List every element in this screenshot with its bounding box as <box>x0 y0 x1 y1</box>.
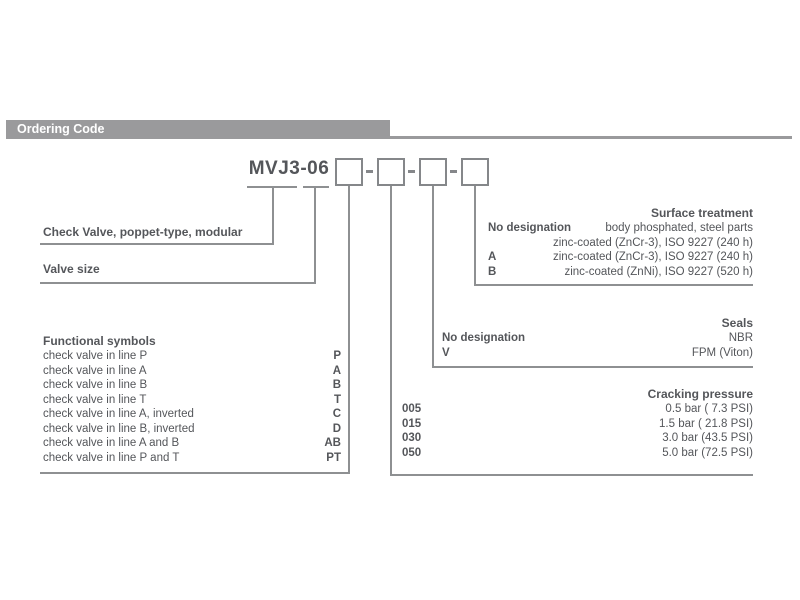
functional-symbol-row <box>43 378 341 393</box>
functional-symbol-row <box>43 407 341 422</box>
option-value: 1.5 bar ( 21.8 PSI) <box>659 417 753 430</box>
seals-row <box>442 331 753 346</box>
option-value: 3.0 bar (43.5 PSI) <box>662 432 753 445</box>
connector-seals <box>432 186 434 368</box>
cracking-pressure-row <box>402 417 753 432</box>
connector-valve-size-rule <box>40 282 316 284</box>
code-dash-icon <box>408 170 415 173</box>
cracking-pressure-title: Cracking pressure <box>647 387 753 401</box>
surface-treatment-title: Surface treatment <box>650 206 753 220</box>
option-code: 005 <box>402 403 422 415</box>
functional-symbol-row <box>43 393 341 408</box>
symbol-description: check valve in line A, inverted <box>43 408 194 421</box>
symbol-description: check valve in line P and T <box>43 451 180 464</box>
surface-treatment-row <box>488 265 753 280</box>
option-code: B <box>488 265 497 278</box>
option-value: 5.0 bar (72.5 PSI) <box>662 446 753 459</box>
valve-type-label: Check Valve, poppet-type, modular <box>43 225 243 239</box>
symbol-description: check valve in line A <box>43 364 147 377</box>
connector-cracking-pressure <box>390 186 392 476</box>
surface-treatment-section <box>488 206 753 279</box>
seals-row <box>442 346 753 361</box>
cracking-pressure-row <box>402 446 753 461</box>
code-box-seals <box>419 158 447 186</box>
symbol-code: T <box>333 393 341 406</box>
option-value: zinc-coated (ZnNi), ISO 9227 (520 h) <box>564 265 753 278</box>
cracking-pressure-row <box>402 431 753 446</box>
code-dash-icon <box>450 170 457 173</box>
symbol-description: check valve in line T <box>43 393 147 406</box>
section-header-rule <box>390 136 792 139</box>
code-box-surface-treatment <box>461 158 489 186</box>
functional-symbols-title: Functional symbols <box>43 334 156 348</box>
connector-surface-treatment-rule <box>474 284 753 286</box>
connector-cracking-pressure-rule <box>390 474 753 476</box>
symbol-code: D <box>332 422 341 435</box>
seals-section <box>442 316 753 360</box>
connector-functional-symbols-rule <box>40 472 350 474</box>
connector-seals-rule <box>432 366 753 368</box>
option-code: No designation <box>488 222 572 234</box>
symbol-code: P <box>333 350 341 362</box>
cracking-pressure-section <box>402 387 753 460</box>
option-code: A <box>488 251 497 264</box>
connector-functional-symbols <box>348 186 350 474</box>
valve-size-label: Valve size <box>43 262 100 276</box>
symbol-code: PT <box>326 451 341 464</box>
surface-treatment-row <box>488 236 753 251</box>
symbol-description: check valve in line B <box>43 379 148 392</box>
seals-title: Seals <box>721 316 753 330</box>
symbol-description: check valve in line P <box>43 350 148 362</box>
functional-symbols-section <box>43 334 341 465</box>
surface-treatment-row <box>488 250 753 265</box>
cracking-pressure-row <box>402 402 753 417</box>
option-code: V <box>442 346 450 359</box>
connector-surface-treatment <box>474 186 476 286</box>
option-code: 030 <box>402 432 422 445</box>
symbol-description: check valve in line A and B <box>43 437 180 450</box>
option-value: NBR <box>728 332 753 344</box>
connector-valve-size <box>314 188 316 284</box>
functional-symbol-row <box>43 364 341 379</box>
symbol-code: AB <box>324 437 341 450</box>
model-code: MVJ3-06 <box>248 158 330 179</box>
code-box-functional-symbol <box>335 158 363 186</box>
surface-treatment-row <box>488 221 753 236</box>
section-header-title: Ordering Code <box>17 122 105 136</box>
option-value: body phosphated, steel parts <box>605 222 753 234</box>
symbol-description: check valve in line B, inverted <box>43 422 195 435</box>
option-value: zinc-coated (ZnCr-3), ISO 9227 (240 h) <box>552 251 753 264</box>
connector-valve-type <box>272 188 274 245</box>
symbol-code: C <box>332 408 341 421</box>
connector-valve-type-rule <box>40 243 274 245</box>
size-underline <box>303 186 329 188</box>
code-box-cracking-pressure <box>377 158 405 186</box>
functional-symbol-row <box>43 436 341 451</box>
functional-symbol-row <box>43 422 341 437</box>
functional-symbol-row <box>43 349 341 364</box>
symbol-code: A <box>332 364 341 377</box>
functional-symbol-row <box>43 451 341 466</box>
option-value: 0.5 bar ( 7.3 PSI) <box>665 403 753 415</box>
option-code: No designation <box>442 332 526 344</box>
option-code: 050 <box>402 446 422 459</box>
section-header-bar <box>6 120 390 139</box>
symbol-code: B <box>332 379 341 392</box>
code-dash-icon <box>366 170 373 173</box>
option-value: FPM (Viton) <box>691 346 753 359</box>
option-value: zinc-coated (ZnCr-3), ISO 9227 (240 h) <box>552 236 753 249</box>
option-code: 015 <box>402 417 422 430</box>
